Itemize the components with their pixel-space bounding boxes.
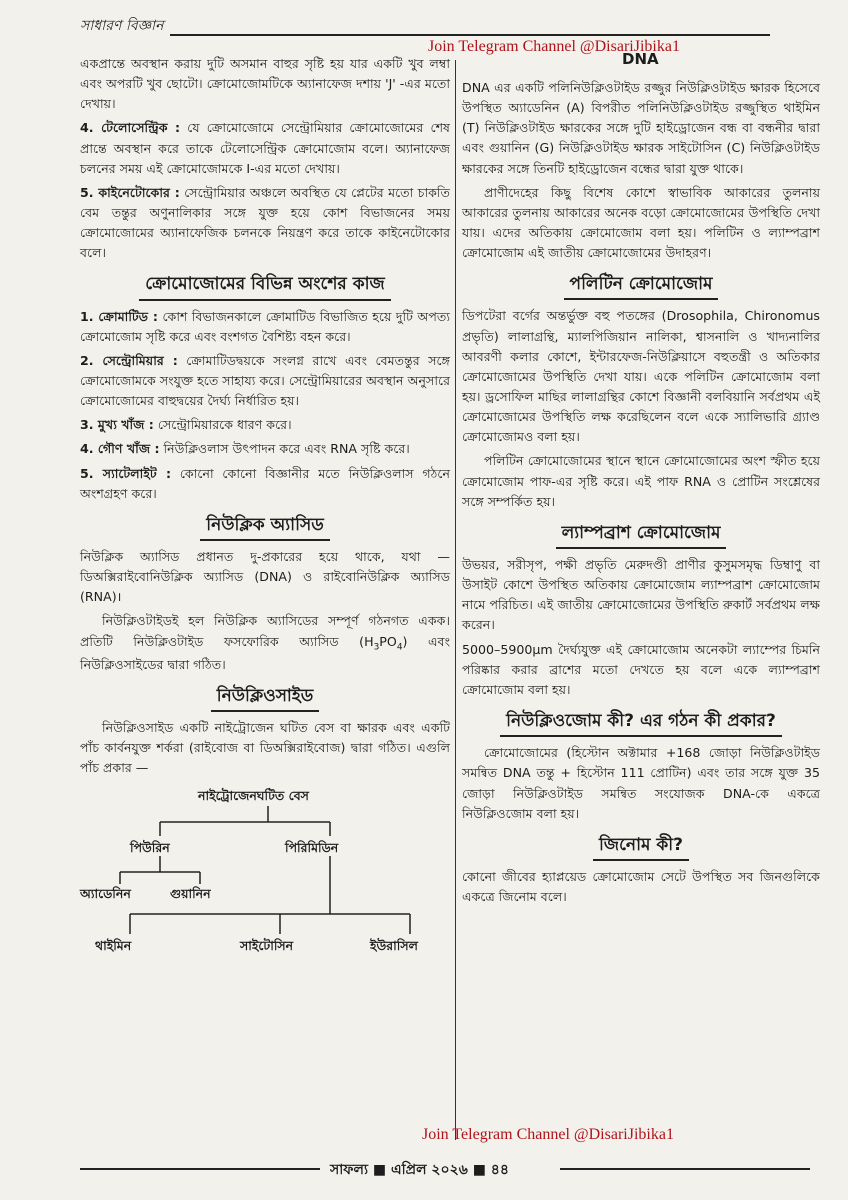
tree-purine-label: পিউরিন: [130, 840, 170, 856]
genome-heading: জিনোম কী?: [462, 832, 820, 861]
page-header-title: সাধারণ বিজ্ঞান: [80, 18, 164, 34]
page-footer: সাফল্য ■ এপ্রিল ২০২৬ ■ ৪৪: [330, 1162, 509, 1178]
header-rule: [170, 34, 770, 36]
nucleic-acid-paragraph-2: নিউক্লিওটাইডই হল নিউক্লিক অ্যাসিডের সম্পূর্ণ গঠনগত একক। প্রতিটি নিউক্লিওটাইড ফসফোরিক অ্যাসিড $(H_3PO_4)$ এবং নিউক্লিওসাইডের দ্বারা গঠিত।: [80, 613, 450, 672]
tree-lines: [80, 784, 450, 994]
nucleic-acid-heading: নিউক্লিক অ্যাসিড: [80, 512, 450, 541]
column-divider: [455, 60, 456, 1140]
polytene-heading: পলিটিন ক্রোমোজোম: [462, 271, 820, 300]
tree-guanine-label: গুয়ানিন: [170, 886, 211, 902]
footer-rule-right: [560, 1168, 810, 1170]
dna-corner-label: DNA: [622, 50, 659, 68]
left-column: [80, 54, 450, 994]
list-item: 1. ক্রোমাটিড : কোশ বিভাজনকালে ক্রোমাটিড বিভাজিত হয়ে দুটি অপত্য ক্রোমোজোম সৃষ্টি করে এবং বংশগত বৈশিষ্ট্য বহন করে।: [80, 308, 450, 344]
nucleoside-heading: নিউক্লিওসাইড: [80, 683, 450, 712]
tree-adenine-label: অ্যাডেনিন: [80, 886, 131, 902]
list-item: 5. স্যাটেলাইট : কোনো কোনো বিজ্ঞানীর মতে নিউক্লিওলাস গঠনে অংশগ্রহণ করে।: [80, 465, 450, 501]
telocentric-term: 4. টেলোসেন্ট্রিক :: [80, 120, 181, 136]
tree-uracil-label: ইউরাসিল: [370, 938, 418, 954]
tree-pyrimidine-label: পিরিমিডিন: [285, 840, 339, 856]
footer-rule-left: [80, 1168, 320, 1170]
nucleic-acid-paragraph-1: নিউক্লিক অ্যাসিড প্রধানত দু-প্রকারের হয়ে থাকে, যথা — ডিঅক্সিরাইবোনিউক্লিক অ্যাসিড (DNA) ও রাইবোনিউক্লিক অ্যাসিড (RNA)।: [80, 549, 450, 605]
list-item: 4. গৌণ খাঁজ : নিউক্লিওলাস উৎপাদন করে এবং RNA সৃষ্টি করে।: [80, 441, 410, 457]
nucleosome-heading: নিউক্লিওজোম কী? এর গঠন কী প্রকার?: [462, 708, 820, 737]
telegram-watermark-top: Join Telegram Channel @DisariJibika1: [428, 38, 680, 55]
genome-paragraph: কোনো জীবের হ্যাপ্লয়েড ক্রোমোজোম সেটে উপস্থিত সব জিনগুলিকে একত্রে জিনোম বলে।: [462, 868, 820, 905]
nucleosome-paragraph: ক্রোমোজোমের (হিস্টোন অক্টামার +168 জোড়া নিউক্লিওটাইড সমন্বিত DNA তন্তু + হিস্টোন 111 প্রোটিন) এবং তার সঙ্গে যুক্ত 35 জোড়া নিউক্লিওটাইড সমন্বিত সংযোজক DNA-কে একত্রে নিউক্লিওজোম বলা হয়।: [462, 745, 820, 821]
lampbrush-paragraph-1: উভয়র, সরীসৃপ, পক্ষী প্রভৃতি মেরুদণ্ডী প্রাণীর কুসুমসমৃদ্ধ ডিম্বাণু বা উসাইট কোশে উপস্থিত অতিকায় ক্রোমোজোম ল্যাম্পব্রাশ ক্রোমোজোম নামে পরিচিত। এই জাতীয় ক্রোমোজোমের উপস্থিতি রুকার্ট সর্বপ্রথম লক্ষ করেন।: [462, 557, 820, 633]
kinetochore-term: 5. কাইনেটোকোর :: [80, 184, 180, 200]
parts-heading: ক্রোমোজোমের বিভিন্ন অংশের কাজ: [80, 271, 450, 300]
polytene-paragraph-2: পলিটিন ক্রোমোজোমের স্থানে স্থানে ক্রোমোজোমের অংশ স্ফীত হয়ে ক্রোমোজোম পাফ-এর সৃষ্টি করে। এই পাফ RNA ও প্রোটিন সংশ্লেষের সঙ্গে সম্পর্কিত হয়।: [462, 453, 820, 509]
nitrogen-base-tree: [80, 784, 450, 994]
list-item: 3. মুখ্য খাঁজ : সেন্ট্রোমিয়ারকে ধারণ করে।: [80, 417, 292, 433]
telegram-watermark-bottom: Join Telegram Channel @DisariJibika1: [422, 1126, 674, 1143]
list-item: 2. সেন্ট্রোমিয়ার : ক্রোমাটিডদ্বয়কে সংলগ্ন রাখে এবং বেমতন্তুর সঙ্গে ক্রোমোজোমকে সংযুক্ত হতে সাহায্য করে। সেন্ট্রোমিয়ারের অবস্থান অনুসারে ক্রোমোজোমের বাহুদ্বয়ের দৈর্ঘ্য নির্ধারিত হয়।: [80, 352, 450, 409]
kinetochore-text: সেন্ট্রোমিয়ার অঞ্চলে অবস্থিত যে প্লেটের মতো চাকতি বেম তন্তুর অণুনালিকার সঙ্গে যুক্ত হয়ে কোশ বিভাজনের সময় ক্রোমোজোমের অ্যানাফেজিক চলনকে নিয়ন্ত্রণ করে তাকে কাইনেটোকোর বলে।: [80, 184, 450, 261]
telocentric-text: যে ক্রোমোজোমে সেন্ট্রোমিয়ার ক্রোমোজোমের শেষ প্রান্তে অবস্থান করে তাকে টেলোসেন্ট্রিক ক্রোমোজোম বলে। অ্যানাফেজ চলনের সময় এই ক্রোমোজোমকে I-এর মতো দেখায়।: [80, 120, 451, 176]
lampbrush-paragraph-2: 5000–5900μm দৈর্ঘ্যযুক্ত এই ক্রোমোজোম অনেকটা ল্যাম্পের চিমনি পরিষ্কার করার ব্রাশের মতো দেখতে হয় বলে একে ল্যাম্পব্রাশ ক্রোমোজোম বলা হয়।: [462, 641, 820, 697]
dna-paragraph-2: প্রাণীদেহের কিছু বিশেষ কোশে স্বাভাবিক আকারের তুলনায় আকারের তুলনায় আকারের অনেক বড়ো ক্রোমোজোমের উপস্থিতি দেখা যায়। এদের অতিকায় ক্রোমোজোম বলা হয়। পলিটিন ও ল্যাম্পব্রাশ ক্রোমোজোম এই জাতীয় ক্রোমোজোমের উদাহরণ।: [462, 184, 820, 261]
polytene-paragraph-1: ডিপটেরা বর্গের অন্তর্ভুক্ত বহু পতঙ্গের (Drosophila, Chironomus প্রভৃতি) লালাগ্রন্থি, ম্যালপিজিয়ান নালিকা, শ্বাসনালি ও খাদ্যনালির আবরণী কলার কোশে, ইন্টারফেজ-নিউক্লিয়াসে বহুতন্ত্রী ও অতিকার ক্রোমোজোমের উপস্থিতি দেখা যায়। একে পলিটিন ক্রোমোজোম বলা হয়। ড্রসোফিল মাছির লালাগ্রন্থির কোশে বিজ্ঞানী বলবিয়ানি সর্বপ্রথম এই ক্রোমোজোমের উপস্থিতি লক্ষ করেছিলেন বলে একে স্যালিভারি গ্র্যাণ্ড ক্রোমোজোমও বলা হয়।: [462, 308, 820, 445]
lampbrush-heading: ল্যাম্পব্রাশ ক্রোমোজোম: [462, 520, 820, 549]
dna-paragraph-1: DNA এর একটি পলিনিউক্লিওটাইড রজ্জুর নিউক্লিওটাইড ক্ষারক হিসেবে উপস্থিত অ্যাডেনিন (A) বিপরীত পলিনিউক্লিওটাইড রজ্জুস্থিত থাইমিন (T) নিউক্লিওটাইড ক্ষারকের সঙ্গে দুটি হাইড্রোজেন বন্ধ বা বন্ধনীর দ্বারা এবং গুয়ানিন (G) নিউক্লিওটাইড ক্ষারক সাইটোসিন (C) নিউক্লিওটাইড ক্ষারকের সঙ্গে তিনটি হাইড্রোজেন বন্ধের দ্বারা যুক্ত থাকে।: [462, 80, 820, 176]
tree-root-label: নাইট্রোজেনঘটিত বেস: [198, 788, 309, 804]
tree-thymine-label: থাইমিন: [95, 938, 132, 954]
tree-cytosine-label: সাইটোসিন: [240, 938, 294, 954]
telocentric-paragraph: [80, 118, 450, 178]
intro-paragraph: একপ্রান্তে অবস্থান করায় দুটি অসমান বাহুর সৃষ্টি হয় যার একটি খুব লম্বা এবং অপরটি খুব ছোটো। ক্রোমোজোমটিকে অ্যানাফেজ দশায় 'J' -এর মতো দেখায়।: [80, 56, 450, 112]
kinetochore-paragraph: [80, 183, 450, 264]
right-column: [462, 78, 820, 911]
nucleoside-paragraph: নিউক্লিওসাইড একটি নাইট্রোজেন ঘটিত বেস বা ক্ষারক এবং একটি পাঁচ কার্বনযুক্ত শর্করা (রাইবোজ বা ডিঅক্সিরাইবোজ) দ্বারা গঠিত। এগুলি পাঁচ প্রকার —: [80, 719, 450, 776]
